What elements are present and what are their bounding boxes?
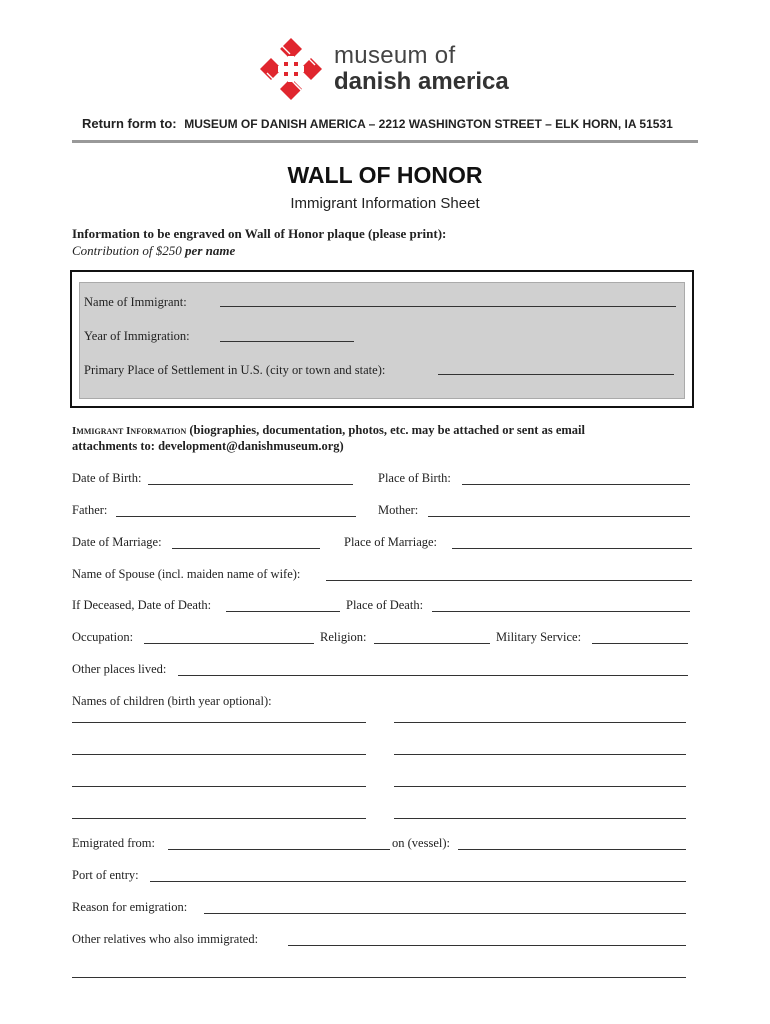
page-title: WALL OF HONOR <box>287 162 483 188</box>
per-name-text: per name <box>185 243 236 258</box>
child-field-7[interactable] <box>72 818 366 819</box>
relatives-field-2[interactable] <box>72 977 686 978</box>
pom-label: Place of Marriage: <box>344 535 438 549</box>
logo <box>258 36 518 102</box>
dob-label: Date of Birth: <box>72 471 142 485</box>
occupation-field[interactable] <box>144 643 314 644</box>
immigration-year-label: Year of Immigration: <box>84 329 190 343</box>
settlement-label: Primary Place of Settlement in U.S. (city or town and state): <box>84 363 386 377</box>
pob-label: Place of Birth: <box>378 471 451 485</box>
father-label: Father: <box>72 503 108 517</box>
other-places-label: Other places lived: <box>72 662 167 676</box>
occupation-label: Occupation: <box>72 630 134 644</box>
return-address: MUSEUM OF DANISH AMERICA – 2212 WASHINGTON STREET – ELK HORN, IA 51531 <box>184 117 673 131</box>
info-heading-rest: (biographies, documentation, photos, etc. may be attached or sent as email <box>189 423 585 437</box>
child-field-3[interactable] <box>72 754 366 755</box>
father-field[interactable] <box>116 516 356 517</box>
emigrated-label: Emigrated from: <box>72 836 155 850</box>
deceased-label: If Deceased, Date of Death: <box>72 598 212 612</box>
other-places-field[interactable] <box>178 675 688 676</box>
intro-line1: Information to be engraved on Wall of Honor plaque (please print): <box>72 226 447 241</box>
settlement-field[interactable] <box>438 374 674 375</box>
info-heading <box>72 423 585 438</box>
return-line <box>82 116 673 131</box>
pom-field[interactable] <box>452 548 692 549</box>
reason-label: Reason for emigration: <box>72 900 188 914</box>
children-label: Names of children (birth year optional): <box>72 694 272 708</box>
immigration-year-field[interactable] <box>220 341 354 342</box>
port-field[interactable] <box>150 881 686 882</box>
page-subtitle: Immigrant Information Sheet <box>290 195 480 212</box>
spouse-label: Name of Spouse (incl. maiden name of wife): <box>72 567 301 581</box>
contribution-text: Contribution of $250 <box>72 243 182 258</box>
dom-label: Date of Marriage: <box>72 535 162 549</box>
military-label: Military Service: <box>496 630 582 644</box>
intro-line2 <box>72 243 235 259</box>
cross-diamond-logo-icon <box>258 36 324 102</box>
spouse-field[interactable] <box>326 580 692 581</box>
relatives-field[interactable] <box>288 945 686 946</box>
mother-field[interactable] <box>428 516 690 517</box>
info-heading-sc: Immigrant Information <box>72 425 187 437</box>
mother-label: Mother: <box>378 503 419 517</box>
pod-label: Place of Death: <box>346 598 424 612</box>
relatives-label: Other relatives who also immigrated: <box>72 932 259 946</box>
reason-field[interactable] <box>204 913 686 914</box>
vessel-field[interactable] <box>458 849 686 850</box>
dom-field[interactable] <box>172 548 320 549</box>
child-field-6[interactable] <box>394 786 686 787</box>
pob-field[interactable] <box>462 484 690 485</box>
header-divider <box>72 140 698 143</box>
child-field-4[interactable] <box>394 754 686 755</box>
dob-field[interactable] <box>148 484 353 485</box>
pod-field[interactable] <box>432 611 690 612</box>
emigrated-field[interactable] <box>168 849 390 850</box>
return-prefix: Return form to: <box>82 116 177 131</box>
immigrant-name-label: Name of Immigrant: <box>84 295 187 309</box>
military-field[interactable] <box>592 643 688 644</box>
logo-line2: danish america <box>334 68 509 95</box>
child-field-5[interactable] <box>72 786 366 787</box>
religion-field[interactable] <box>374 643 490 644</box>
religion-label: Religion: <box>320 630 367 644</box>
child-field-8[interactable] <box>394 818 686 819</box>
logo-line1: museum of <box>334 42 456 69</box>
child-field-2[interactable] <box>394 722 686 723</box>
vessel-label: on (vessel): <box>392 836 450 850</box>
child-field-1[interactable] <box>72 722 366 723</box>
port-label: Port of entry: <box>72 868 139 882</box>
immigrant-name-field[interactable] <box>220 306 676 307</box>
info-heading-line2: attachments to: development@danishmuseum.org) <box>72 439 344 453</box>
death-date-field[interactable] <box>226 611 340 612</box>
